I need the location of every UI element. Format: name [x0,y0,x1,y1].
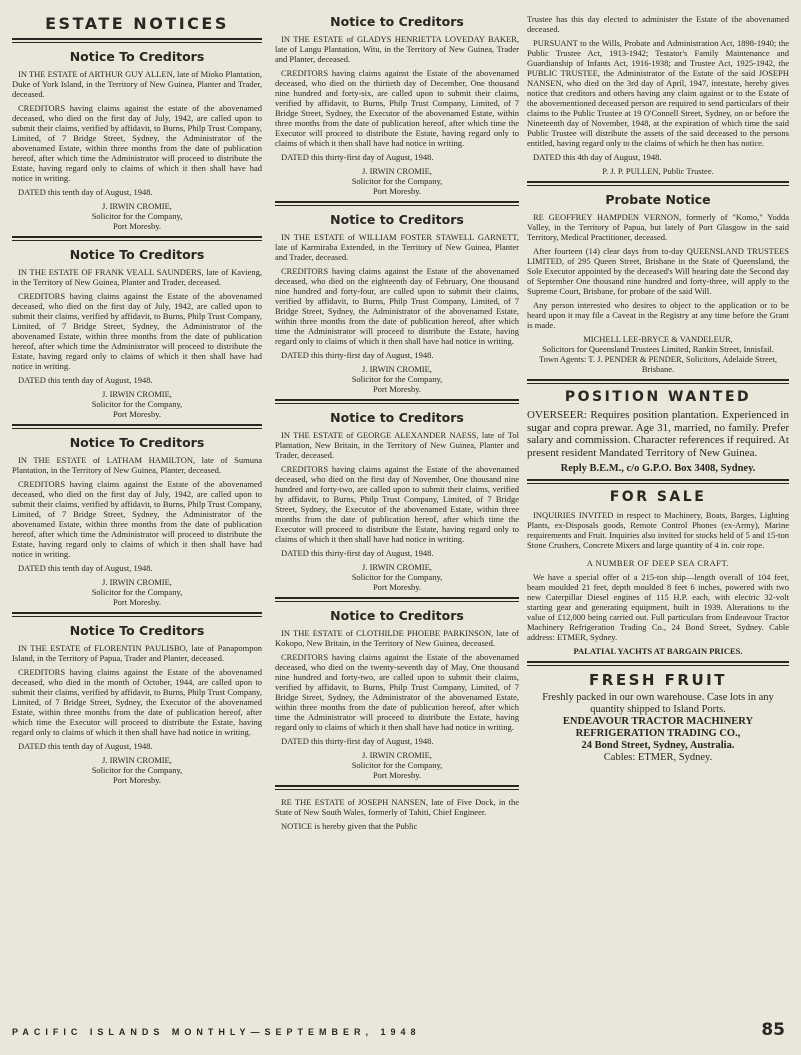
notice-body: CREDITORS having claims against the estate of the abovenamed deceased, who died on the first day of July, 1942, are called upon to submit their claims, verified by affidavit, to Burns, Philp Trust Company, Limited, of 7 Bridge Street, Sydney, the Administrator of the abovenamed Estate, within three months from the date of publication hereof, after which time the Administrator will proceed to distribute the Estate, having regard only to claims of which it then shall have had notice in writing. [12,103,262,183]
creditor-notice-saunders [12,236,262,419]
page-number: 85 [761,1020,785,1040]
divider [12,424,262,429]
signature-place: Port Moresby. [112,409,162,419]
column-middle [275,14,519,835]
signature-place: Port Moresby. [372,384,422,394]
signature-place: Port Moresby. [372,770,422,780]
ad-heading: FRESH FRUIT [589,671,727,689]
solicitor-name: MICHELL LEE-BRYCE & VANDELEUR, [583,334,733,344]
notice-heading: Notice To Creditors [69,435,205,450]
notice-body: CREDITORS having claims against the Estate of the abovenamed deceased, who died on the first day of July, 1942, are called upon to submit their claims, verified by affidavit, to Burns, Philp Trust Company, Limited, of 7 Bridge Street, Sydney, the Administrator of the abovenamed Estate, within three months from the date of publication hereof, after which time the Administrator will proceed to distribute the Estate, having regard only to claims of which it then shall have had notice in writing. [12,479,262,559]
signature-place: Port Moresby. [372,186,422,196]
signature-role: Solicitor for the Company, [351,572,443,582]
notice-dated: DATED this tenth day of August, 1948. [18,563,153,573]
signature-role: Solicitor for the Company, [91,587,183,597]
notice-heading: Notice To Creditors [69,623,205,638]
notice-dated: DATED this tenth day of August, 1948. [18,375,153,385]
signature-name: J. IRWIN CROMIE, [102,755,172,765]
notice-estate: IN THE ESTATE of GEORGE ALEXANDER NAESS, late of Tol Plantation, New Britain, in the Territory of New Guinea, Planter and Trader, deceased. [275,430,519,460]
nansen-notice-start [275,785,519,831]
divider [527,479,789,484]
signature-role: Solicitor for the Company, [91,399,183,409]
signature-name: J. IRWIN CROMIE, [362,166,432,176]
notice-dated: DATED this thirty-first day of August, 1948. [281,350,434,360]
notice-dated: DATED this 4th day of August, 1948. [533,152,662,162]
notice-estate: IN THE ESTATE of GLADYS HENRIETTA LOVEDAY BAKER, late of Langu Plantation, Witu, in the Territory of New Guinea, Trader and Planter, deceased. [275,34,519,64]
town-agents: Town Agents: T. J. PENDER & PENDER, Solicitors, Adelaide Street, Brisbane. [538,354,778,374]
notice-heading: Probate Notice [605,192,711,207]
notice-body: Trustee has this day elected to administer the Estate of the abovenamed deceased. [527,14,789,34]
notice-estate: RE GEOFFREY HAMPDEN VERNON, formerly of "Komo," Yodda Valley, in the Territory of Papua, but lately of Port Glasgow in the said Territory, Medical Practitioner, deceased. [527,212,789,242]
ad-text: OVERSEER: Requires position plantation. Experienced in sugar and copra prewar. Age 31, married, no family. Prefer salary and commission. Character references if required. At present resident Mandated Territory of New Guinea. [527,409,789,459]
notice-heading: Notice To Creditors [69,247,205,262]
divider [12,38,262,43]
notice-estate: IN THE ESTATE of WILLIAM FOSTER STAWELL GARNETT, late of Karmiraba Extended, in the Territory of New Guinea, Planter and Trader, deceased. [275,232,519,262]
signature-name: J. IRWIN CROMIE, [362,364,432,374]
divider [275,597,519,602]
notice-estate: IN THE ESTATE of ARTHUR GUY ALLEN, late of Mioko Plantation, Duke of York Island, in the Territory of New Guinea, Planter and Trader, deceased. [12,69,262,99]
notice-body: PURSUANT to the Wills, Probate and Administration Act, 1898-1940; the Public Trustee Act, 1913-1942; Testator's Family Maintenance and Guardianship of Infants Act, 1916-1938; and Trustee Act, 1925-1942, the PUBLIC TRUSTEE, the Administrator of the Estate of the said JOSEPH NANSEN, who died on the 3rd day of April, 1947, intestate, hereby gives notice that creditors and others having any claim against or to the Estate of the abovementioned deceased person are required to send particulars of their claims to the Public Trustee at 19 O'Connell Street, Sydney, on or before the Nineteenth day of November, 1948, at the expiration of which time the said Public Trustee will distribute the assets of the said deceased to the persons entitled, having regard only to the claims of which he then has notice. [527,38,789,148]
signature-role: Solicitor for the Company, [351,760,443,770]
column-right [527,14,789,764]
signature-name: J. IRWIN CROMIE, [102,201,172,211]
creditor-notice-hamilton [12,424,262,607]
divider [275,399,519,404]
ad-text: INQUIRIES INVITED in respect to Machinery, Boats, Barges, Lighting Plants, ex-Disposals goods, Remote Control Phones (ex-Army), Marine requirements and Fruit. Inquiries also invited for stocks held of 5 and 15-ton Stone Crushers, Concrete Mixers and large quantity of 4 in. coir rope. [527,510,789,550]
notice-dated: DATED this tenth day of August, 1948. [18,187,153,197]
notice-estate: RE THE ESTATE of JOSEPH NANSEN, late of Five Dock, in the State of New South Wales, formerly of Tahiti, Chief Engineer. [275,797,519,817]
notice-body: CREDITORS having claims against the Estate of the abovenamed deceased, who died on the eighteenth day of February, One thousand nine hundred and forty-four, are called upon to submit their claims, verified by affidavit, to Burns, Philp Trust Company, Limited, of 7 Bridge Street, Sydney, the Administrator of the abovenamed Estate, within three months from the date of publication hereof, after which time the Administrator will proceed to distribute the Estate, having regard only to claims of which it then shall have had notice in writing. [275,266,519,346]
divider [12,236,262,241]
divider [275,785,519,790]
ad-heading: FOR SALE [609,489,707,505]
signature-place: Port Moresby. [112,597,162,607]
creditor-notice-baker [275,14,519,196]
signature-place: Port Moresby. [112,775,162,785]
nansen-notice-continued [527,14,789,176]
notice-body: CREDITORS having claims against the Estate of the abovenamed deceased, who died in the month of October, 1944, are called upon to submit their claims, verified by affidavit, to Burns, Philp Trust Company, Limited, of 7 Bridge Street, Sydney, the Executor of the abovenamed Estate, within three months from the date of publication hereof, after which time the Executor will proceed to distribute the Estate, having regard only to claims of which it then shall have had notice in writing. [12,667,262,737]
solicitor-detail: Solicitors for Queensland Trustees Limited, Rankin Street, Innisfail. [542,344,774,354]
position-wanted-ad [527,379,789,475]
for-sale-ad [527,479,789,656]
notice-heading: Notice to Creditors [330,410,464,425]
notice-estate: IN THE ESTATE of CLOTHILDE PHOEBE PARKINSON, late of Kokopo, New Britain, in the Territory of New Guinea, deceased. [275,628,519,648]
notice-estate: IN THE ESTATE OF FRANK VEALL SAUNDERS, late of Kavieng, in the Territory of New Guinea, Planter and Trader, deceased. [12,267,262,287]
notice-body: NOTICE is hereby given that the Public [281,821,418,831]
signature-place: Port Moresby. [372,582,422,592]
page-title: ESTATE NOTICES [45,14,229,33]
ad-text: Freshly packed in our own warehouse. Case lots in any quantity shipped to Island Ports. [542,692,774,715]
creditor-notice-paulisbo [12,612,262,785]
company-name: ENDEAVOUR TRACTOR MACHINERY REFRIGERATION TRADING CO., [562,716,754,739]
signature-name: J. IRWIN CROMIE, [102,577,172,587]
notice-estate: IN THE ESTATE of FLORENTIN PAULISBO, late of Panapompon Island, in the Territory of Papua, Trader and Planter, deceased. [12,643,262,663]
notice-heading: Notice to Creditors [330,608,464,623]
notice-body: After fourteen (14) clear days from to-day QUEENSLAND TRUSTEES LIMITED, of 295 Queen Street, Brisbane in the State of Queensland, the Sole Executor appointed by the deceased's Will bearing date the Second day of September One thousand nine hundred and forty-three, will apply to the Supreme Court, Brisbane, for probate of the said Will. [527,246,789,296]
signature-name: J. IRWIN CROMIE, [362,562,432,572]
ad-heading: POSITION WANTED [564,389,752,405]
signature-name: J. IRWIN CROMIE, [102,389,172,399]
notice-body: Any person interested who desires to object to the application or to be heard upon it may file a Caveat in the Registry at any time before the Grant is made. [527,300,789,330]
notice-body: CREDITORS having claims against the Estate of the abovenamed deceased, who died on the first day of November, One thousand nine hundred and forty-two, are called upon to submit their claims, verified by affidavit, to Burns, Philp Trust Company, Limited, of 7 Bridge Street, Sydney, the Executor of the abovenamed Estate, within three months from the date of publication hereof, after which time the Executor will proceed to distribute the Estate, having regard only to claims of which it then shall have had notice in writing. [275,464,519,544]
column-left [12,14,262,785]
notice-body: CREDITORS having claims against the Estate of the abovenamed deceased, who died on the first day of July, 1942, are called upon to submit their claims, verified by affidavit, to Burns, Philp Trust Company, Limited, of 7 Bridge Street, Sydney, the Administrator of the abovenamed Estate, within three months from the date of publication hereof, after which time the Administrator will proceed to distribute the Estate, having regard only to claims of which it then shall have had notice in writing. [12,291,262,371]
divider [275,201,519,206]
notice-heading: Notice To Creditors [69,49,205,64]
divider [527,379,789,384]
page-footer: PACIFIC ISLANDS MONTHLY—SEPTEMBER, 1948 [12,1027,421,1037]
divider [527,661,789,666]
divider [12,612,262,617]
notice-body: CREDITORS having claims against the Estate of the abovenamed deceased, who died on the thirtieth day of December, One thousand nine hundred and forty-six, are called upon to submit their claims, verified by affidavit, to Burns, Philp Trust Company, Limited, of 7 Bridge Street, Sydney, the Executor of the abovenamed Estate, within three months from the date of publication hereof, after which time the Executor will proceed to distribute the Estate, having regard only to claims of which it then shall have had notice in writing. [275,68,519,148]
divider [527,181,789,186]
creditor-notice-allen [12,38,262,231]
notice-dated: DATED this thirty-first day of August, 1948. [281,736,434,746]
company-cables: Cables: ETMER, Sydney. [603,752,713,763]
notice-heading: Notice to Creditors [330,212,464,227]
ad-text: We have a special offer of a 215-ton ship—length overall of 104 feet, beam moulded 21 feet, depth moulded 8 feet 6 inches, powered with two new Caterpillar Diesel engines of 115 H.P. each, with electric 32-volt starting gear and generating equipment, built in 1939. Alterations to the value of £12,000 being carried out. Full particulars from Endeavour Tractor Machinery Refrigeration Trading Co., 24 Bond Street, Sydney. Cable address: ETMER, Sydney. [527,572,789,642]
company-address: 24 Bond Street, Sydney, Australia. [581,740,735,751]
signature-name: J. IRWIN CROMIE, [362,750,432,760]
notice-heading: Notice to Creditors [330,14,464,29]
notice-estate: IN THE ESTATE of LATHAM HAMILTON, late of Sumuna Plantation, in the Territory of New Guinea, Planter, deceased. [12,455,262,475]
notice-dated: DATED this thirty-first day of August, 1948. [281,152,434,162]
ad-tagline: PALATIAL YACHTS AT BARGAIN PRICES. [573,646,743,656]
fresh-fruit-ad [527,661,789,764]
signature-role: Solicitor for the Company, [351,176,443,186]
creditor-notice-garnett [275,201,519,394]
notice-body: CREDITORS having claims against the Estate of the abovenamed deceased, who died on the twenty-seventh day of May, One thousand nine hundred and forty-two, are called upon to submit their claims, verified by affidavit, to Burns, Philp Trust Company, Limited, of 7 Bridge Street, Sydney, the Administrator of the abovenamed Estate, within three months from the date of publication hereof, after which time the Administrator will proceed to distribute the Estate, having regard only to claims of which it then shall have had notice in writing. [275,652,519,732]
ad-reply: Reply B.E.M., c/o G.P.O. Box 3408, Sydney. [560,463,756,474]
signature-place: Port Moresby. [112,221,162,231]
signature-role: Solicitor for the Company, [91,211,183,221]
creditor-notice-parkinson [275,597,519,780]
signature-role: Solicitor for the Company, [351,374,443,384]
ad-subheading: A NUMBER OF DEEP SEA CRAFT. [586,558,730,568]
signature-role: Solicitor for the Company, [91,765,183,775]
signature-name: P. J. P. PULLEN, Public Trustee. [602,166,714,176]
creditor-notice-naess [275,399,519,592]
notice-dated: DATED this thirty-first day of August, 1948. [281,548,434,558]
probate-notice [527,181,789,374]
notice-dated: DATED this tenth day of August, 1948. [18,741,153,751]
